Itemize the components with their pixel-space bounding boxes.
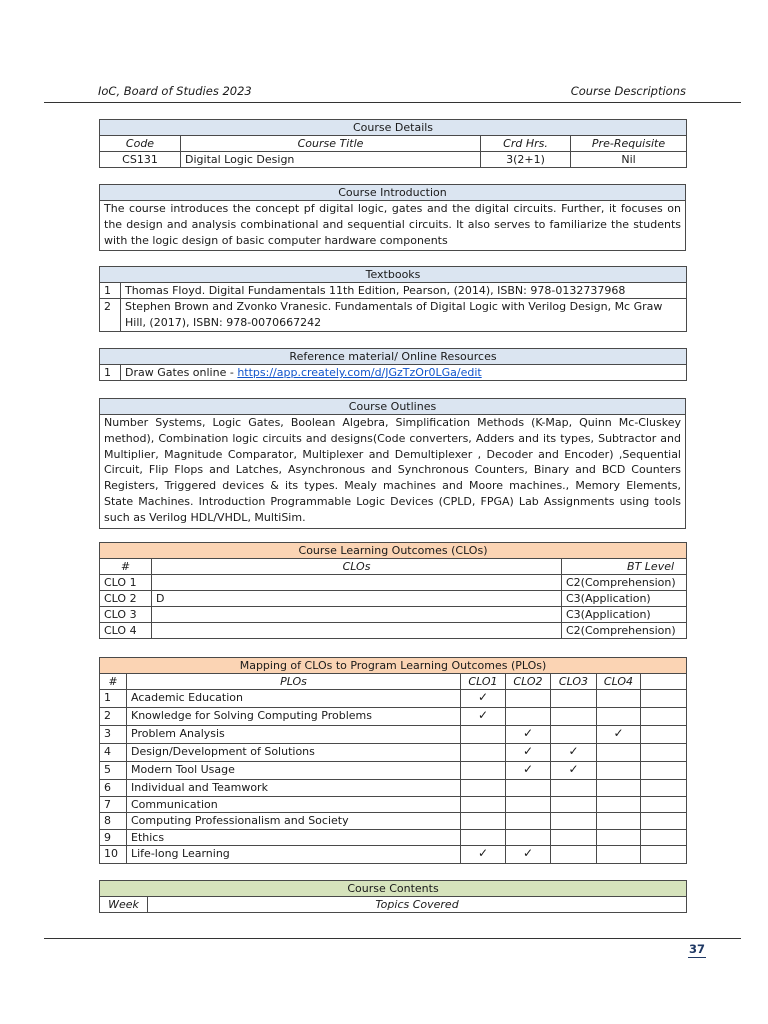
table-row: [100, 591, 687, 607]
mapping-cell: [551, 690, 597, 708]
course-contents-table: [99, 880, 687, 913]
col-header-clo4: CLO4: [597, 674, 641, 690]
mapping-cell: [506, 690, 551, 708]
mapping-cell: [641, 726, 687, 744]
mapping-cell: [641, 762, 687, 780]
clos-title: Course Learning Outcomes (CLOs): [100, 543, 687, 559]
col-header-number: #: [100, 674, 127, 690]
course-intro-table: [99, 184, 686, 251]
mapping-cell: [551, 797, 597, 813]
mapping-cell: [641, 708, 687, 726]
clo-id: CLO 3: [100, 607, 152, 623]
mapping-cell: [506, 797, 551, 813]
plo-number: 10: [100, 846, 127, 864]
plo-name: Knowledge for Solving Computing Problems: [127, 708, 461, 726]
table-row: [100, 726, 687, 744]
plo-number: 1: [100, 690, 127, 708]
plo-name: Individual and Teamwork: [127, 780, 461, 797]
mapping-cell: [597, 813, 641, 830]
plo-name: Modern Tool Usage: [127, 762, 461, 780]
header-left: IoC, Board of Studies 2023: [98, 84, 252, 98]
course-code: CS131: [100, 152, 181, 168]
col-header-week: Week: [100, 897, 148, 913]
mapping-cell: [597, 846, 641, 864]
check-mark-icon: ✓: [461, 690, 506, 708]
col-header-bt-level: BT Level: [562, 559, 687, 575]
mapping-cell: [551, 830, 597, 846]
clos-table: [99, 542, 687, 639]
references-table: [99, 348, 687, 381]
plo-name: Ethics: [127, 830, 461, 846]
table-row: [100, 780, 687, 797]
table-row: [100, 813, 687, 830]
table-row: [100, 575, 687, 591]
table-row: [100, 744, 687, 762]
clo-text: [152, 575, 562, 591]
check-mark-icon: ✓: [551, 762, 597, 780]
textbook-entry: Thomas Floyd. Digital Fundamentals 11th Edition, Pearson, (2014), ISBN: 978-0132737968: [121, 283, 687, 299]
check-mark-icon: ✓: [461, 846, 506, 864]
col-header-plos: PLOs: [127, 674, 461, 690]
course-details-table: [99, 119, 687, 168]
mapping-cell: [597, 780, 641, 797]
mapping-cell: [597, 762, 641, 780]
col-header-code: Code: [100, 136, 181, 152]
mapping-cell: [641, 797, 687, 813]
mapping-cell: [597, 708, 641, 726]
mapping-cell: [461, 797, 506, 813]
reference-link[interactable]: https://app.creately.com/d/JGzTzOr0LGa/edit: [237, 366, 482, 379]
mapping-cell: [597, 744, 641, 762]
table-row: [100, 708, 687, 726]
mapping-title: Mapping of CLOs to Program Learning Outcomes (PLOs): [100, 658, 687, 674]
textbooks-title: Textbooks: [100, 267, 687, 283]
course-intro-title: Course Introduction: [100, 185, 686, 201]
header-divider: [44, 102, 741, 103]
course-details-title: Course Details: [100, 120, 687, 136]
course-outlines-table: [99, 398, 686, 529]
clo-id: CLO 4: [100, 623, 152, 639]
course-intro-text: The course introduces the concept pf digital logic, gates and the digital circuits. Further, it focuses on the design and analysis combinational and sequential circuits. It also serves to familiarize the students with the logic design of basic computer hardware components: [100, 201, 686, 251]
table-row: [100, 846, 687, 864]
check-mark-icon: ✓: [506, 762, 551, 780]
course-title: Digital Logic Design: [181, 152, 481, 168]
mapping-cell: [551, 846, 597, 864]
clo-plo-mapping-table: [99, 657, 687, 864]
clo-bt-level: C3(Application): [562, 607, 687, 623]
footer-divider: [44, 938, 741, 939]
plo-name: Problem Analysis: [127, 726, 461, 744]
col-header-clos: CLOs: [152, 559, 562, 575]
mapping-cell: [461, 762, 506, 780]
mapping-cell: [641, 830, 687, 846]
textbook-number: 1: [100, 283, 121, 299]
mapping-cell: [551, 813, 597, 830]
clo-id: CLO 1: [100, 575, 152, 591]
clo-text: [152, 607, 562, 623]
prerequisite: Nil: [571, 152, 687, 168]
plo-number: 3: [100, 726, 127, 744]
mapping-cell: [641, 813, 687, 830]
plo-number: 4: [100, 744, 127, 762]
reference-entry: [121, 365, 687, 381]
mapping-cell: [506, 830, 551, 846]
col-header-topics: Topics Covered: [148, 897, 687, 913]
col-header-clo1: CLO1: [461, 674, 506, 690]
clo-text: D: [152, 591, 562, 607]
clo-bt-level: C3(Application): [562, 591, 687, 607]
credit-hours: 3(2+1): [481, 152, 571, 168]
check-mark-icon: ✓: [506, 744, 551, 762]
clo-bt-level: C2(Comprehension): [562, 575, 687, 591]
plo-number: 8: [100, 813, 127, 830]
mapping-cell: [461, 830, 506, 846]
plo-name: Design/Development of Solutions: [127, 744, 461, 762]
mapping-cell: [597, 830, 641, 846]
table-row: [100, 607, 687, 623]
mapping-cell: [461, 726, 506, 744]
plo-name: Computing Professionalism and Society: [127, 813, 461, 830]
course-outlines-text: Number Systems, Logic Gates, Boolean Algebra, Simplification Methods (K-Map, Quinn Mc-Cluskey method), Combination logic circuits and designs(Code converters, Adders and its types, Subtractor and Multiplier, Magnitude Comparator, Multiplexer and Demultiplexer , Decoder and Encoder) ,Sequential Circuit, Flip Flops and Latches, Asynchronous and Synchronous Counters, Binary and BCD Counters Registers, Triggered devices & its types. Mealy machines and Moore machines., Memory Elements, State Machines. Introduction Programmable Logic Devices (CPLD, FPGA) Lab Assignments using tools such as Verilog HDL/VHDL, MultiSim.: [100, 415, 686, 529]
col-header-prerequisite: Pre-Requisite: [571, 136, 687, 152]
course-contents-title: Course Contents: [100, 881, 687, 897]
plo-number: 7: [100, 797, 127, 813]
table-row: [100, 690, 687, 708]
textbook-entry: Stephen Brown and Zvonko Vranesic. Fundamentals of Digital Logic with Verilog Design, Mc Graw Hill, (2017), ISBN: 978-0070667242: [121, 299, 687, 332]
check-mark-icon: ✓: [506, 846, 551, 864]
plo-name: Communication: [127, 797, 461, 813]
mapping-cell: [551, 726, 597, 744]
mapping-cell: [461, 780, 506, 797]
table-row: [100, 762, 687, 780]
col-header-course-title: Course Title: [181, 136, 481, 152]
check-mark-icon: ✓: [551, 744, 597, 762]
col-header-number: #: [100, 559, 152, 575]
mapping-cell: [551, 708, 597, 726]
reference-text: Draw Gates online -: [125, 366, 238, 379]
mapping-cell: [641, 780, 687, 797]
reference-number: 1: [100, 365, 121, 381]
table-row: [100, 623, 687, 639]
plo-number: 9: [100, 830, 127, 846]
mapping-cell: [597, 690, 641, 708]
mapping-cell: [461, 744, 506, 762]
mapping-cell: [506, 813, 551, 830]
col-header-clo2: CLO2: [506, 674, 551, 690]
clo-text: [152, 623, 562, 639]
textbook-number: 2: [100, 299, 121, 332]
table-row: [100, 830, 687, 846]
references-title: Reference material/ Online Resources: [100, 349, 687, 365]
mapping-cell: [597, 797, 641, 813]
check-mark-icon: ✓: [506, 726, 551, 744]
plo-number: 2: [100, 708, 127, 726]
page-number: 37: [689, 942, 706, 956]
mapping-cell: [461, 813, 506, 830]
course-outlines-title: Course Outlines: [100, 399, 686, 415]
mapping-cell: [506, 780, 551, 797]
plo-number: 5: [100, 762, 127, 780]
clo-id: CLO 2: [100, 591, 152, 607]
plo-number: 6: [100, 780, 127, 797]
mapping-cell: [641, 846, 687, 864]
mapping-cell: [506, 708, 551, 726]
header-right: Course Descriptions: [570, 84, 686, 98]
check-mark-icon: ✓: [461, 708, 506, 726]
table-row: [100, 797, 687, 813]
plo-name: Life-long Learning: [127, 846, 461, 864]
check-mark-icon: ✓: [597, 726, 641, 744]
mapping-cell: [551, 780, 597, 797]
col-header-clo3: CLO3: [551, 674, 597, 690]
mapping-cell: [641, 744, 687, 762]
mapping-cell: [641, 690, 687, 708]
textbooks-table: [99, 266, 687, 332]
col-header-blank: [641, 674, 687, 690]
clo-bt-level: C2(Comprehension): [562, 623, 687, 639]
col-header-credit-hours: Crd Hrs.: [481, 136, 571, 152]
plo-name: Academic Education: [127, 690, 461, 708]
